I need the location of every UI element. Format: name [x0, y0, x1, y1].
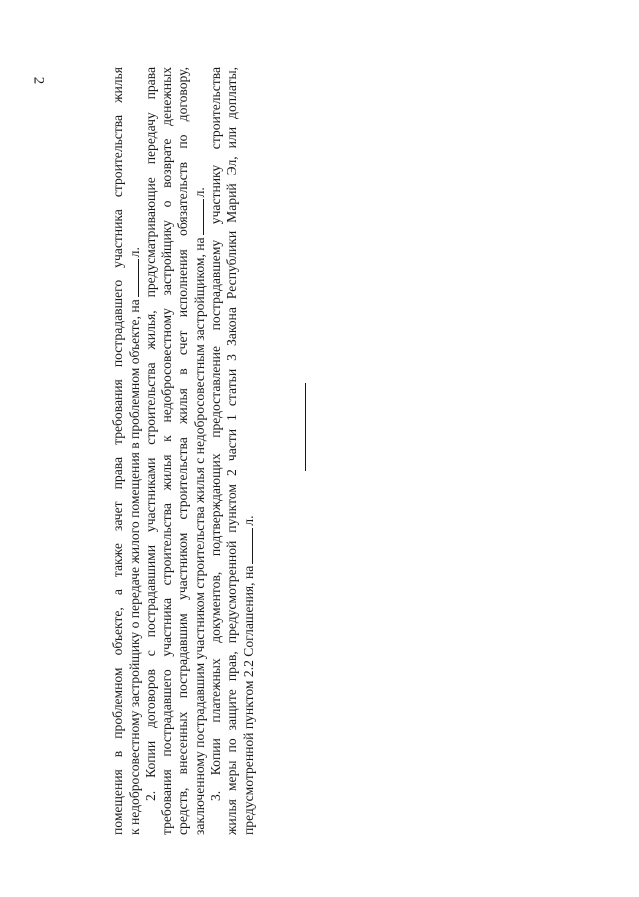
line-text: предусмотренной пунктом 2.2 Соглашения, на: [241, 565, 257, 835]
text-line: [126, 67, 142, 835]
line-text: средств, внесенных пострадавшим участником строительства жилья в счет исполнения обязательств по договору,: [175, 67, 191, 835]
text-line: [175, 67, 191, 835]
line-text: помещения в проблемном объекте, а также зачет права требования пострадавшего участника строительства жилья: [110, 67, 125, 835]
text-line: [110, 67, 126, 835]
end-divider-line: [305, 383, 306, 471]
line-text: к недобросовестному застройщику о передаче жилого помещения в проблемном объекте, на: [127, 299, 143, 835]
line-text: требования пострадавшего участника строительства жилья к недобросовестному застройщику о возврате денежных: [158, 67, 174, 835]
line-suffix: л.: [127, 247, 143, 258]
fill-in-blank: [126, 259, 139, 297]
line-text: 3. Копии платежных документов, подтверждающих предоставление пострадавшему участнику строительства: [207, 67, 223, 801]
line-text: заключенному пострадавшим участником строительства жилья с недобросовестным застройщиком, на: [192, 237, 208, 835]
text-line: [159, 67, 175, 835]
fill-in-blank: [240, 528, 253, 564]
line-text: 2. Копии договоров с пострадавшими участниками строительства жилья, предусматривающие передачу права: [142, 67, 158, 801]
text-line: [240, 67, 256, 835]
text-line: [208, 67, 224, 835]
line-text: жилья меры по защите прав, предусмотренной пунктом 2 части 1 статьи 3 Закона Республики Марий Эл, или доплаты,: [224, 67, 240, 835]
text-line: [224, 67, 240, 835]
line-suffix: л.: [241, 515, 257, 526]
text-line: [191, 67, 207, 835]
line-suffix: л.: [192, 187, 208, 198]
fill-in-blank: [191, 199, 204, 235]
text-line: [143, 67, 159, 835]
page-number: 2: [30, 76, 47, 85]
document-body: [110, 67, 257, 835]
